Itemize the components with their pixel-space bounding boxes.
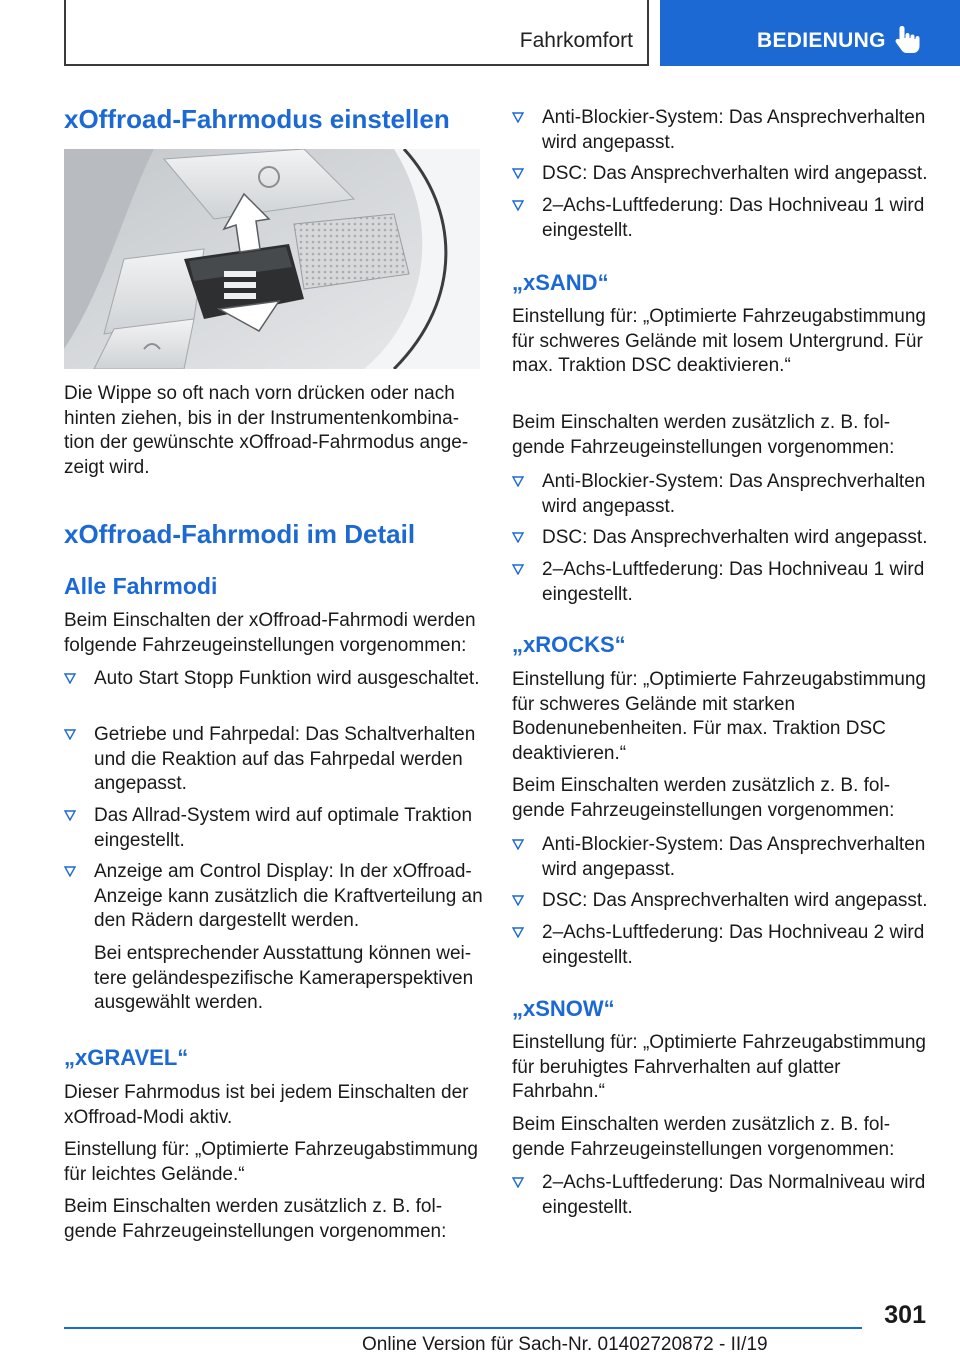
header-chapter-label: BEDIENUNG: [757, 29, 886, 52]
sand-text-1: Einstellung für: „Optimierte Fahrzeugabstimmung für schweres Gelände mit losem Untergrund. Für max. Traktion DSC deaktivieren.“: [512, 306, 926, 376]
list-item: DSC: Das Ansprechverhalten wird angepasst.: [512, 889, 932, 914]
rocks-text-2: Beim Einschalten werden zusätzlich z. B. folgende Fahrzeugeinstellungen vorgenommen:: [512, 775, 895, 821]
rocks-text-1: Einstellung für: „Optimierte Fahrzeugabstimmung für schweres Gelände mit starken Bodenunebenheiten. Für max. Traktion DSC deaktivieren.“: [512, 669, 926, 764]
intro-paragraph: Die Wippe so oft nach vorn drücken oder nach hinten ziehen, bis in der Instrumentenkombination der gewünschte xOffroad-Fahrmodus angezeigt wird.: [64, 383, 469, 478]
page-number: 301: [884, 1301, 926, 1329]
list-item: 2–Achs-Luftfederung: Das Hochniveau 1 wird eingestellt.: [512, 194, 932, 243]
bullet-triangle-icon: [512, 476, 524, 487]
page-title: xOffroad-Fahrmodus einstellen: [64, 104, 450, 134]
header-section-tab: [64, 0, 649, 66]
list-item: DSC: Das Ansprechverhalten wird angepasst.: [512, 162, 932, 187]
bullet-triangle-icon: [64, 729, 76, 740]
list-item: 2–Achs-Luftfederung: Das Hochniveau 1 wird eingestellt.: [512, 558, 932, 607]
list-item: Auto Start Stopp Funktion wird ausgeschaltet.: [64, 667, 484, 692]
list-item: Getriebe und Fahrpedal: Das Schaltverhalten und die Reaktion auf das Fahrpedal werden angepasst.: [64, 723, 484, 797]
snow-text-1: Einstellung für: „Optimierte Fahrzeugabstimmung für beruhigtes Fahrverhalten auf glatter Fahrbahn.“: [512, 1032, 926, 1102]
bullet-triangle-icon: [512, 200, 524, 211]
bullet-triangle-icon: [64, 673, 76, 684]
gravel-text-1: Dieser Fahrmodus ist bei jedem Einschalten der xOffroad-Modi aktiv.: [64, 1082, 469, 1128]
rocker-switch-photo: [64, 149, 480, 369]
gravel-text-2: Einstellung für: „Optimierte Fahrzeugabstimmung für leichtes Gelände.“: [64, 1139, 478, 1185]
online-version-note: Online Version für Sach-Nr. 01402720872 - II/19: [362, 1334, 768, 1355]
gravel-title: „xGRAVEL“: [64, 1045, 189, 1070]
bullet-triangle-icon: [512, 168, 524, 179]
all-modes-title: Alle Fahrmodi: [64, 573, 218, 599]
all-modes-text: Beim Einschalten der xOffroad-Fahrmodi werden folgende Fahrzeugeinstellungen vorgenommen:: [64, 610, 476, 656]
bullet-triangle-icon: [512, 532, 524, 543]
list-item: Das Allrad-System wird auf optimale Traktion eingestellt.: [64, 804, 484, 853]
snow-text-2: Beim Einschalten werden zusätzlich z. B. folgende Fahrzeugeinstellungen vorgenommen:: [512, 1114, 895, 1160]
bullet-triangle-icon: [64, 810, 76, 821]
detail-title: xOffroad-Fahrmodi im Detail: [64, 519, 416, 549]
list-item: 2–Achs-Luftfederung: Das Hochniveau 2 wird eingestellt.: [512, 921, 932, 970]
bullet-triangle-icon: [512, 839, 524, 850]
bullet-triangle-icon: [512, 927, 524, 938]
header-section-label: Fahrkomfort: [519, 29, 633, 52]
bullet-triangle-icon: [512, 895, 524, 906]
bullet-triangle-icon: [512, 112, 524, 123]
hand-pointer-icon: [892, 24, 922, 56]
bullet-triangle-icon: [64, 866, 76, 877]
gravel-text-3: Beim Einschalten werden zusätzlich z. B. folgende Fahrzeugeinstellungen vorgenommen:: [64, 1196, 447, 1242]
list-item: 2–Achs-Luftfederung: Das Normalniveau wird eingestellt.: [512, 1171, 932, 1220]
sand-title: „xSAND“: [512, 270, 609, 295]
all-modes-note: Bei entsprechender Ausstattung können weitere geländespezifische Kameraperspektiven ausgewählt werden.: [94, 943, 474, 1013]
list-item: Anzeige am Control Display: In der xOffroad-Anzeige kann zusätzlich die Kraftverteilung an den Rädern dargestellt werden.: [64, 860, 484, 934]
bullet-triangle-icon: [512, 564, 524, 575]
list-item: DSC: Das Ansprechverhalten wird angepasst.: [512, 526, 932, 551]
footer-divider: [64, 1327, 862, 1329]
list-item: Anti-Blockier-System: Das Ansprechverhalten wird angepasst.: [512, 470, 932, 519]
snow-title: „xSNOW“: [512, 996, 615, 1021]
list-item: Anti-Blockier-System: Das Ansprechverhalten wird angepasst.: [512, 833, 932, 882]
rocks-title: „xROCKS“: [512, 632, 626, 657]
sand-text-2: Beim Einschalten werden zusätzlich z. B. folgende Fahrzeugeinstellungen vorgenommen:: [512, 412, 895, 458]
bullet-triangle-icon: [512, 1177, 524, 1188]
list-item: Anti-Blockier-System: Das Ansprechverhalten wird angepasst.: [512, 106, 932, 155]
